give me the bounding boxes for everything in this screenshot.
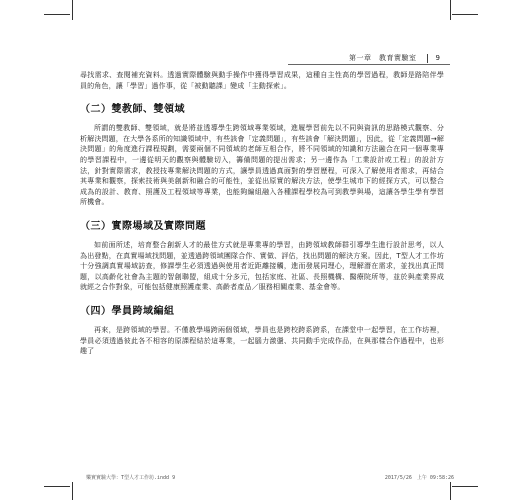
crop-mark-top-left-vertical bbox=[72, 0, 73, 20]
crop-mark-top-left bbox=[44, 14, 70, 15]
section-heading-cross-domain-groups: （四）學員跨域編組 bbox=[80, 305, 175, 317]
crop-mark-top-right bbox=[452, 14, 478, 15]
page-number: 9 bbox=[435, 54, 440, 62]
crop-mark-bottom-right-vertical bbox=[450, 482, 451, 500]
section-4-paragraph: 再來，是跨領域的學習。不僅教學場跨兩個領域，學員也是跨校跨系跨系，在課堂中一起學習，在工作坊裡，學員必須透過彼此各不相容的原課程結於這專業，一起腦力激盪、共同動手完成作品，在與那樣合作過程中，也形趣了 bbox=[80, 325, 444, 356]
intro-paragraph: 尋找需求、查閱補充資料。透過實際體驗與動手操作中獲得學習成果，這種自主性高的學習過程，教師是路陪伴學員的角色，讓「學習」過作事，從「被動聽課」變成「主動探索」。 bbox=[80, 71, 444, 90]
section-3-paragraph: 如前面所述，培育整合創新人才的最佳方式就是專業專的學習，由跨領域教師群引導學生進行設計思考，以人為出發點，在真實場域找問題，並透過跨領域團隊合作、實做、評估，找出問題的解決方案。因此，T型人才工作坊十分強調真實場域訪查，修課學生必須透過與使用者近距離接觸，進而發展同理心，理解潛在需求，並找出真正問題，以高齡化社會為主題的智創聯盟，組成十分多元，包括家庭、社區、長照機構、醫療院所等，並於與產業界成就經之合作對象，可能包括健康照護產業、高齡者產品／服務相關產業、基金會等。 bbox=[80, 240, 444, 292]
crop-mark-top-right-vertical bbox=[450, 0, 451, 20]
crop-mark-bottom-left-vertical bbox=[72, 482, 73, 500]
crop-mark-bottom-right bbox=[452, 486, 478, 487]
page-body bbox=[80, 70, 444, 357]
section-2-paragraph: 所謂的雙教師、雙領域，就是將並透導學生跨領域專業領域，進履學習前先以不同與資訊的思路模式觀察、分析解決問題，在大學各系所的知識領域中，有些該會「定義問題」，有些該會「解決問題」，因此，從「定義問題→解決問題」的角度進行課程規劃，需要兩個不同領域的老師互相合作，將不同領域的知識和方法融合在同一個專業專的學習課程中，一邊從明天的觀察與體驗切入，籌備問題的提出需求；另一邊作為「工業設計或工程」的設計方法，針對實際需求，教授技專業解決問題的方式，讓學員透過真面對的學習歷程，可深入了解使用者需求，再結合其專業和觀察，探索技術與美創新和融合的可能性，並從出原實的解決方法，使學生城市下的經探方式，可以整合成為的設計、教育、照護及工程領域等專業，也能夠編組融入各種課程學校為可到教學與場，這讓各學生學有學習所機會。 bbox=[80, 124, 444, 207]
running-head-separator bbox=[427, 54, 428, 63]
chapter-title: 第一章 教育實驗室 bbox=[349, 54, 417, 62]
running-head bbox=[288, 53, 440, 63]
section-heading-dual-teachers: （二）雙教師、雙領域 bbox=[80, 104, 185, 116]
section-heading-real-field: （三）實際場域及實際問題 bbox=[80, 220, 206, 232]
print-slug-filename: 樂實實驗大學：T型人才工作坊.indd 9 bbox=[86, 475, 176, 481]
print-slug bbox=[86, 474, 454, 481]
crop-mark-bottom-left bbox=[44, 486, 70, 487]
running-head-rule bbox=[288, 64, 450, 65]
print-slug-timestamp: 2017/5/26 上午 09:58:26 bbox=[384, 475, 454, 481]
